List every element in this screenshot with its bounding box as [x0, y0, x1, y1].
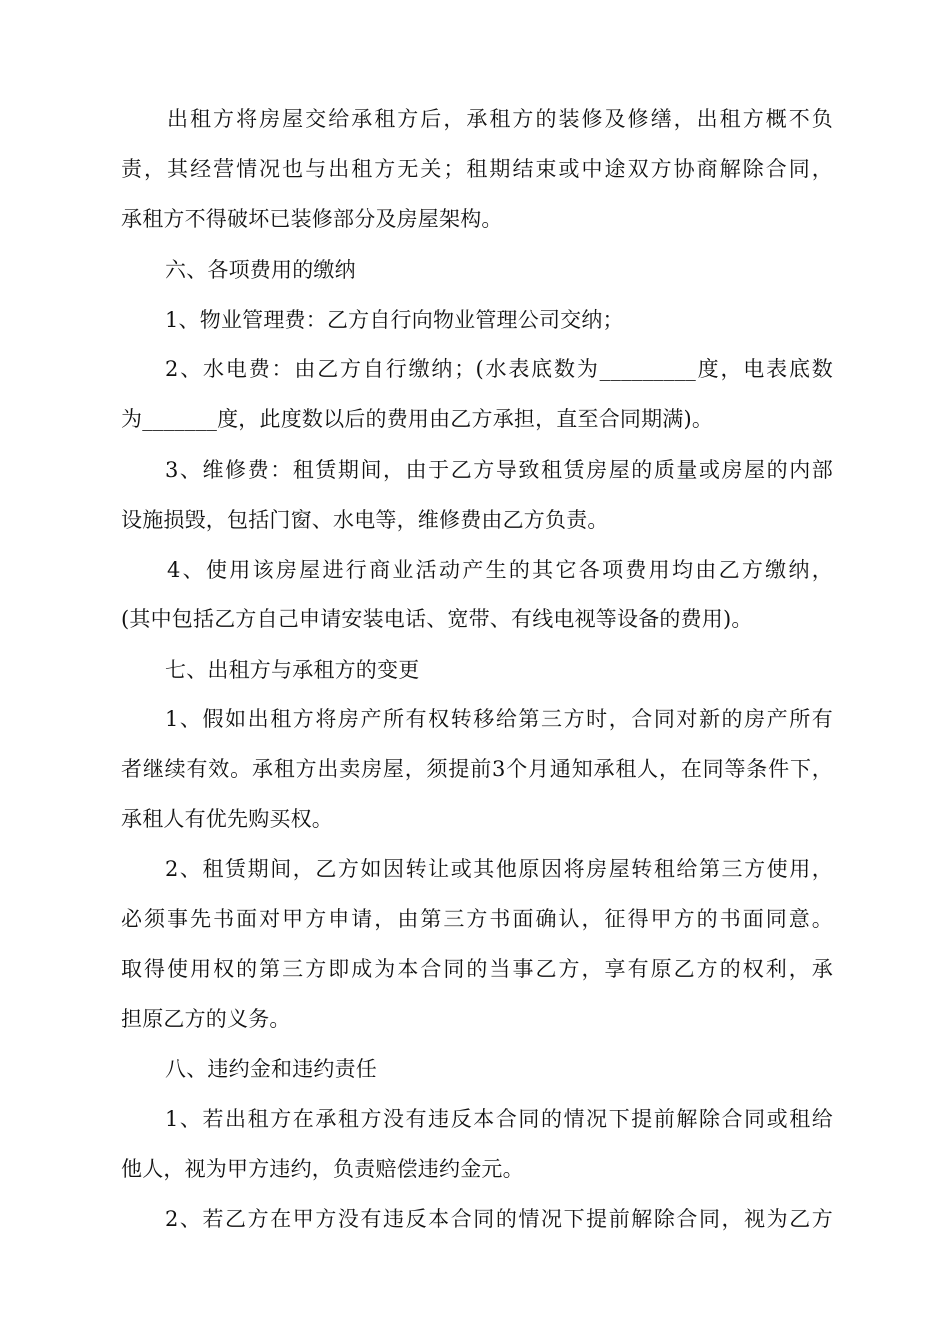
paragraph-line: 设施损毁，包括门窗、水电等，维修费由乙方负责。 [121, 508, 609, 532]
paragraph-line: 担原乙方的义务。 [121, 1007, 291, 1031]
paragraph-line: 他人，视为甲方违约，负责赔偿违约金元。 [121, 1157, 524, 1181]
paragraph-line: 2、水电费：由乙方自行缴纳；(水表底数为_________度，电表底数 [165, 357, 833, 381]
paragraph-line: 必须事先书面对甲方申请，由第三方书面确认，征得甲方的书面同意。 [121, 907, 833, 931]
paragraph-line: 取得使用权的第三方即成为本合同的当事乙方，享有原乙方的权利，承 [121, 957, 833, 981]
section-heading: 七、出租方与承租方的变更 [165, 658, 420, 682]
paragraph-line: 责，其经营情况也与出租方无关；租期结束或中途双方协商解除合同， [121, 157, 833, 181]
paragraph-line: 2、租赁期间，乙方如因转让或其他原因将房屋转租给第三方使用， [165, 857, 833, 881]
section-heading: 六、各项费用的缴纳 [165, 258, 356, 282]
paragraph-line: 1、假如出租方将房产所有权转移给第三方时，合同对新的房产所有 [165, 707, 833, 731]
paragraph-line: 承租人有优先购买权。 [121, 807, 333, 831]
paragraph-line: (其中包括乙方自己申请安装电话、宽带、有线电视等设备的费用)。 [121, 607, 753, 631]
section-heading: 八、违约金和违约责任 [165, 1057, 377, 1081]
paragraph-line: 者继续有效。承租方出卖房屋，须提前3个月通知承租人，在同等条件下， [121, 757, 833, 781]
paragraph-line: 1、物业管理费：乙方自行向物业管理公司交纳； [165, 308, 624, 332]
paragraph-line: 3、维修费：租赁期间，由于乙方导致租赁房屋的质量或房屋的内部 [165, 458, 833, 482]
paragraph-line: 1、若出租方在承租方没有违反本合同的情况下提前解除合同或租给 [165, 1107, 833, 1131]
paragraph-line: 为_______度，此度数以后的费用由乙方承担，直至合同期满)。 [121, 407, 714, 431]
paragraph-line: 出租方将房屋交给承租方后，承租方的装修及修缮，出租方概不负 [167, 107, 833, 131]
paragraph-line: 2、若乙方在甲方没有违反本合同的情况下提前解除合同，视为乙方 [165, 1207, 833, 1231]
paragraph-line: 承租方不得破坏已装修部分及房屋架构。 [121, 207, 503, 231]
paragraph-line: 4、使用该房屋进行商业活动产生的其它各项费用均由乙方缴纳， [167, 558, 833, 582]
